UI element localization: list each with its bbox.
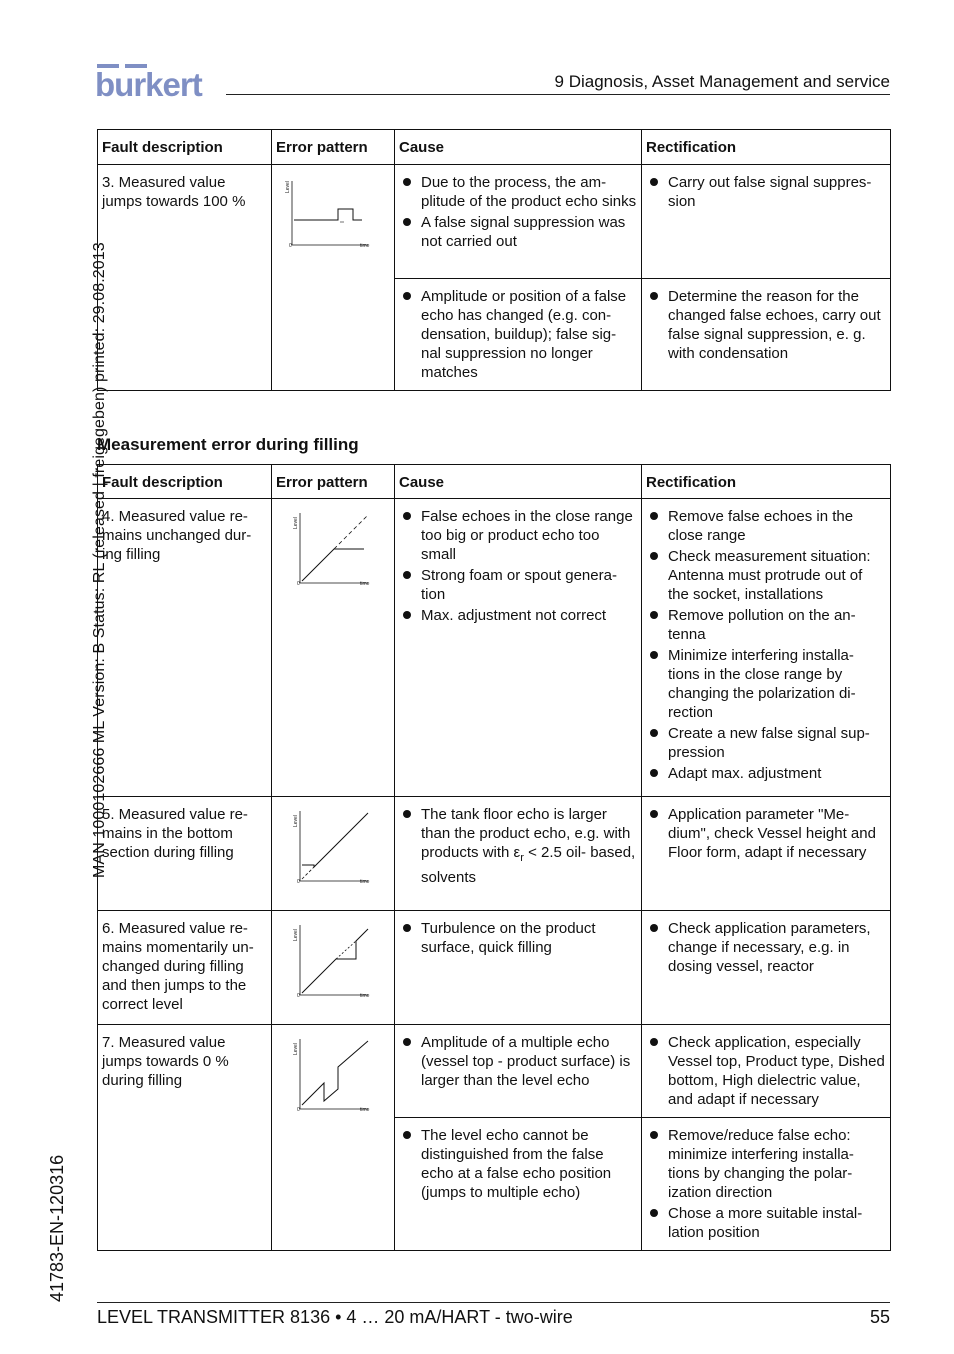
error-pattern-6 [272,911,395,1025]
error-pattern-5 [272,797,395,911]
header-error-pattern: Error pattern [272,465,395,499]
cause-item: Due to the process, the am- plitude of the product echo sinks [401,173,637,211]
rectification-item: Minimize interfering installa- tions in the close range by changing the polarization di- rection [648,646,886,722]
svg-text:0: 0 [297,581,300,587]
rectification-item: Create a new false signal sup- pression [648,724,886,762]
rectification-cell [642,1025,891,1118]
rectification-cell [642,165,891,279]
rectification-item: Determine the reason for the changed false echoes, carry out false signal suppression, e. g. with condensation [648,287,886,363]
document-number: 41783-EN-120316 [47,1154,67,1302]
rectification-item: Check application, especially Vessel top, Product type, Dished bottom, High dielectric value, and adapt if necessary [648,1033,886,1109]
cause-cell [395,165,642,279]
table-header-row [98,130,891,165]
error-pattern-3 [272,165,395,391]
rectification-item: Check application parameters, change if necessary, e.g. in dosing vessel, reactor [648,919,886,976]
cause-item: Max. adjustment not correct [401,606,637,625]
cause-item [401,805,637,887]
svg-text:time: time [360,581,370,587]
cause-cell [395,279,642,391]
svg-text:Level: Level [285,181,291,193]
cause-text-end: < 2.5 oil- based, solvents [421,844,636,886]
table-row [98,499,891,797]
rectification-item: Adapt max. adjustment [648,764,886,783]
cause-item: A false signal suppression was not carried out [401,213,637,251]
rectification-cell [642,1118,891,1251]
cause-text: The tank floor echo is larger than the product echo, e.g. with products with ε [421,806,631,861]
error-pattern-chart-7 [276,1033,376,1123]
cause-cell [395,499,642,797]
cause-cell [395,797,642,911]
svg-text:burkert: burkert [95,66,202,102]
rectification-item: Remove/reduce false echo: minimize interfering installa- tions by changing the polar- ization direction [648,1126,886,1202]
svg-text:time: time [360,993,370,999]
table-row [98,911,891,1025]
header-cause: Cause [395,130,642,165]
fault-description-6: 6. Measured value re- mains momentarily un- changed during filling and then jumps to the correct level [98,911,272,1025]
header-fault-description: Fault description [98,130,272,165]
cause-item: Strong foam or spout genera- tion [401,566,637,604]
svg-text:time: time [360,1107,370,1113]
rectification-cell [642,797,891,911]
rectification-item: Chose a more suitable instal- lation position [648,1204,886,1242]
svg-text:Level: Level [293,815,299,827]
table-row [98,165,891,279]
table-row [98,1025,891,1118]
cause-item: False echoes in the close range too big or product echo too small [401,507,637,564]
header-error-pattern: Error pattern [272,130,395,165]
chapter-title: 9 Diagnosis, Asset Management and service [554,72,890,91]
header-fault-description: Fault description [98,465,272,499]
cause-cell [395,1118,642,1251]
epsilon-subscript: r [520,852,524,864]
table-row [98,797,891,911]
cause-item: The level echo cannot be distinguished from the false echo at a false echo position (jumps to multiple echo) [401,1126,637,1202]
rectification-cell [642,279,891,391]
fault-description-7: 7. Measured value jumps towards 0 % during filling [98,1025,272,1251]
svg-text:time: time [360,243,370,249]
rectification-cell [642,911,891,1025]
rectification-item: Application parameter "Me- dium", check Vessel height and Floor form, adapt if necessary [648,805,886,862]
svg-text:0: 0 [297,1107,300,1113]
svg-text:time: time [360,879,370,885]
footer-divider [97,1302,890,1303]
page-number: 55 [869,1307,890,1327]
rectification-cell [642,499,891,797]
header-rectification: Rectification [642,130,891,165]
rectification-item: Remove false echoes in the close range [648,507,886,545]
table-header-row [98,465,891,499]
svg-text:Level: Level [293,517,299,529]
rectification-item: Remove pollution on the an- tenna [648,606,886,644]
header-divider [226,94,890,95]
error-pattern-chart-6 [276,919,376,1009]
error-pattern-7 [272,1025,395,1251]
cause-item: Turbulence on the product surface, quick filling [401,919,637,957]
svg-text:0: 0 [289,243,292,249]
side-release-note: MAN 1000102666 ML Version: B Status: RL (released | freigegeben) printed: 29.08.2013 [91,242,108,878]
svg-text:Level: Level [293,929,299,941]
fault-description-3: 3. Measured value jumps towards 100 % [98,165,272,391]
cause-item: Amplitude of a multiple echo (vessel top - product surface) is larger than the level echo [401,1033,637,1090]
rectification-item: Carry out false signal suppres- sion [648,173,886,211]
cause-cell [395,911,642,1025]
error-pattern-chart-5 [276,805,376,895]
fault-table-2 [97,464,891,1251]
fault-description-5: 5. Measured value re- mains in the bottom section during filling [98,797,272,911]
section-title: Measurement error during filling [97,435,359,454]
fault-table-1 [97,129,891,391]
header-cause: Cause [395,465,642,499]
svg-text:0: 0 [297,993,300,999]
error-pattern-4 [272,499,395,797]
footer-product-title: LEVEL TRANSMITTER 8136 • 4 … 20 mA/HART - two-wire [97,1307,573,1327]
error-pattern-chart-4 [276,507,376,597]
rectification-item: Check measurement situation: Antenna must protrude out of the socket, installations [648,547,886,604]
cause-cell [395,1025,642,1118]
fault-description-4: 4. Measured value re- mains unchanged dur- ing filling [98,499,272,797]
burkert-logo [95,62,215,102]
svg-text:Level: Level [293,1043,299,1055]
header-rectification: Rectification [642,465,891,499]
svg-text:0: 0 [297,879,300,885]
cause-item: Amplitude or position of a false echo has changed (e.g. con- densation, buildup); false sig- nal suppression no longer matches [401,287,637,382]
error-pattern-chart-3 [276,173,376,263]
